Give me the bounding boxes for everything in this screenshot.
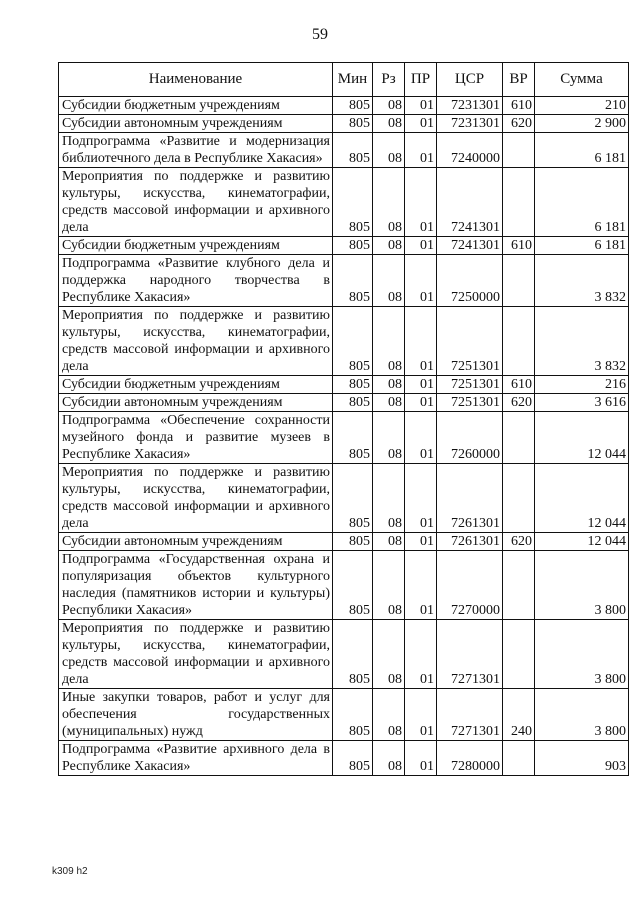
column-header-rz: Рз [373,63,405,97]
table-row [59,412,629,464]
row-rz-cell: 08 [373,620,405,689]
row-pr-cell: 01 [405,464,437,533]
row-rz-cell: 08 [373,97,405,115]
row-min-cell: 805 [333,133,373,168]
row-csr-cell: 7250000 [437,255,503,307]
row-name-cell: Субсидии автономным учреждениям [59,394,333,412]
row-min-cell: 805 [333,394,373,412]
row-csr-cell: 7261301 [437,533,503,551]
row-sum-cell: 3 832 [535,307,629,376]
row-min-cell: 805 [333,741,373,776]
table-row [59,689,629,741]
table-body [59,97,629,776]
table-row [59,237,629,255]
column-header-name: Наименование [59,63,333,97]
row-min-cell: 805 [333,412,373,464]
row-name-cell: Субсидии автономным учреждениям [59,533,333,551]
row-rz-cell: 08 [373,551,405,620]
row-pr-cell: 01 [405,376,437,394]
row-min-cell: 805 [333,464,373,533]
table-row [59,551,629,620]
row-pr-cell: 01 [405,133,437,168]
row-min-cell: 805 [333,97,373,115]
table-row [59,97,629,115]
row-rz-cell: 08 [373,689,405,741]
row-pr-cell: 01 [405,741,437,776]
row-csr-cell: 7271301 [437,620,503,689]
row-rz-cell: 08 [373,307,405,376]
row-pr-cell: 01 [405,551,437,620]
row-csr-cell: 7241301 [437,237,503,255]
row-vr-cell [503,168,535,237]
row-vr-cell [503,133,535,168]
row-rz-cell: 08 [373,168,405,237]
row-pr-cell: 01 [405,307,437,376]
row-vr-cell: 610 [503,376,535,394]
row-csr-cell: 7280000 [437,741,503,776]
row-rz-cell: 08 [373,255,405,307]
row-vr-cell [503,412,535,464]
footer-code: k309 h2 [52,866,88,877]
row-rz-cell: 08 [373,464,405,533]
table-row [59,620,629,689]
column-header-min: Мин [333,63,373,97]
row-sum-cell: 12 044 [535,412,629,464]
row-rz-cell: 08 [373,394,405,412]
row-vr-cell: 610 [503,237,535,255]
row-sum-cell: 12 044 [535,464,629,533]
budget-table [58,62,629,776]
table-header-row [59,63,629,97]
row-sum-cell: 216 [535,376,629,394]
row-name-cell: Иные закупки товаров, работ и услуг для обеспечения государственных (муниципальных) нужд [59,689,333,741]
row-name-cell: Подпрограмма «Развитие архивного дела в Республике Хакасия» [59,741,333,776]
row-sum-cell: 903 [535,741,629,776]
row-csr-cell: 7231301 [437,115,503,133]
table-row [59,133,629,168]
row-pr-cell: 01 [405,394,437,412]
row-min-cell: 805 [333,689,373,741]
row-min-cell: 805 [333,620,373,689]
row-min-cell: 805 [333,255,373,307]
column-header-sum: Сумма [535,63,629,97]
row-vr-cell: 610 [503,97,535,115]
row-pr-cell: 01 [405,689,437,741]
table-row [59,115,629,133]
table-row [59,307,629,376]
row-min-cell: 805 [333,551,373,620]
row-sum-cell: 3 832 [535,255,629,307]
row-rz-cell: 08 [373,115,405,133]
row-pr-cell: 01 [405,97,437,115]
row-rz-cell: 08 [373,741,405,776]
row-pr-cell: 01 [405,115,437,133]
page-number: 59 [312,26,328,43]
row-name-cell: Субсидии автономным учреждениям [59,115,333,133]
row-csr-cell: 7251301 [437,376,503,394]
row-sum-cell: 3 800 [535,689,629,741]
row-sum-cell: 6 181 [535,237,629,255]
row-rz-cell: 08 [373,237,405,255]
row-vr-cell [503,464,535,533]
row-name-cell: Мероприятия по поддержке и развитию культуры, искусства, кинематографии, средств массовой информации и архивного дела [59,464,333,533]
table-row [59,394,629,412]
row-name-cell: Субсидии бюджетным учреждениям [59,97,333,115]
row-csr-cell: 7270000 [437,551,503,620]
row-csr-cell: 7231301 [437,97,503,115]
row-pr-cell: 01 [405,168,437,237]
row-pr-cell: 01 [405,255,437,307]
row-sum-cell: 6 181 [535,133,629,168]
row-pr-cell: 01 [405,412,437,464]
row-csr-cell: 7251301 [437,307,503,376]
row-min-cell: 805 [333,533,373,551]
row-vr-cell: 240 [503,689,535,741]
row-name-cell: Подпрограмма «Обеспечение сохранности музейного фонда и развитие музеев в Республике Хакасия» [59,412,333,464]
row-vr-cell [503,255,535,307]
row-rz-cell: 08 [373,533,405,551]
row-min-cell: 805 [333,376,373,394]
row-sum-cell: 3 800 [535,620,629,689]
row-pr-cell: 01 [405,620,437,689]
row-name-cell: Мероприятия по поддержке и развитию культуры, искусства, кинематографии, средств массовой информации и архивного дела [59,620,333,689]
table-row [59,464,629,533]
row-pr-cell: 01 [405,533,437,551]
row-min-cell: 805 [333,115,373,133]
row-vr-cell: 620 [503,394,535,412]
row-name-cell: Мероприятия по поддержке и развитию культуры, искусства, кинематографии, средств массовой информации и архивного дела [59,307,333,376]
row-csr-cell: 7241301 [437,168,503,237]
row-csr-cell: 7251301 [437,394,503,412]
row-sum-cell: 3 616 [535,394,629,412]
row-min-cell: 805 [333,168,373,237]
table-row [59,168,629,237]
row-min-cell: 805 [333,237,373,255]
row-vr-cell: 620 [503,533,535,551]
table-row [59,255,629,307]
row-name-cell: Субсидии бюджетным учреждениям [59,237,333,255]
row-rz-cell: 08 [373,412,405,464]
row-vr-cell [503,741,535,776]
row-name-cell: Подпрограмма «Государственная охрана и популяризация объектов культурного наследия (памятников истории и культуры) Республики Хакасия» [59,551,333,620]
row-vr-cell: 620 [503,115,535,133]
row-csr-cell: 7260000 [437,412,503,464]
row-rz-cell: 08 [373,376,405,394]
row-sum-cell: 210 [535,97,629,115]
row-rz-cell: 08 [373,133,405,168]
column-header-csr: ЦСР [437,63,503,97]
row-csr-cell: 7271301 [437,689,503,741]
row-vr-cell [503,307,535,376]
column-header-pr: ПР [405,63,437,97]
row-sum-cell: 6 181 [535,168,629,237]
column-header-vr: ВР [503,63,535,97]
row-pr-cell: 01 [405,237,437,255]
row-name-cell: Субсидии бюджетным учреждениям [59,376,333,394]
row-name-cell: Подпрограмма «Развитие и модернизация библиотечного дела в Республике Хакасия» [59,133,333,168]
row-min-cell: 805 [333,307,373,376]
row-vr-cell [503,620,535,689]
row-name-cell: Мероприятия по поддержке и развитию культуры, искусства, кинематографии, средств массовой информации и архивного дела [59,168,333,237]
table-row [59,533,629,551]
table-row [59,376,629,394]
row-csr-cell: 7261301 [437,464,503,533]
row-vr-cell [503,551,535,620]
table-row [59,741,629,776]
row-sum-cell: 12 044 [535,533,629,551]
row-name-cell: Подпрограмма «Развитие клубного дела и поддержка народного творчества в Республике Хакасия» [59,255,333,307]
row-csr-cell: 7240000 [437,133,503,168]
row-sum-cell: 2 900 [535,115,629,133]
row-sum-cell: 3 800 [535,551,629,620]
